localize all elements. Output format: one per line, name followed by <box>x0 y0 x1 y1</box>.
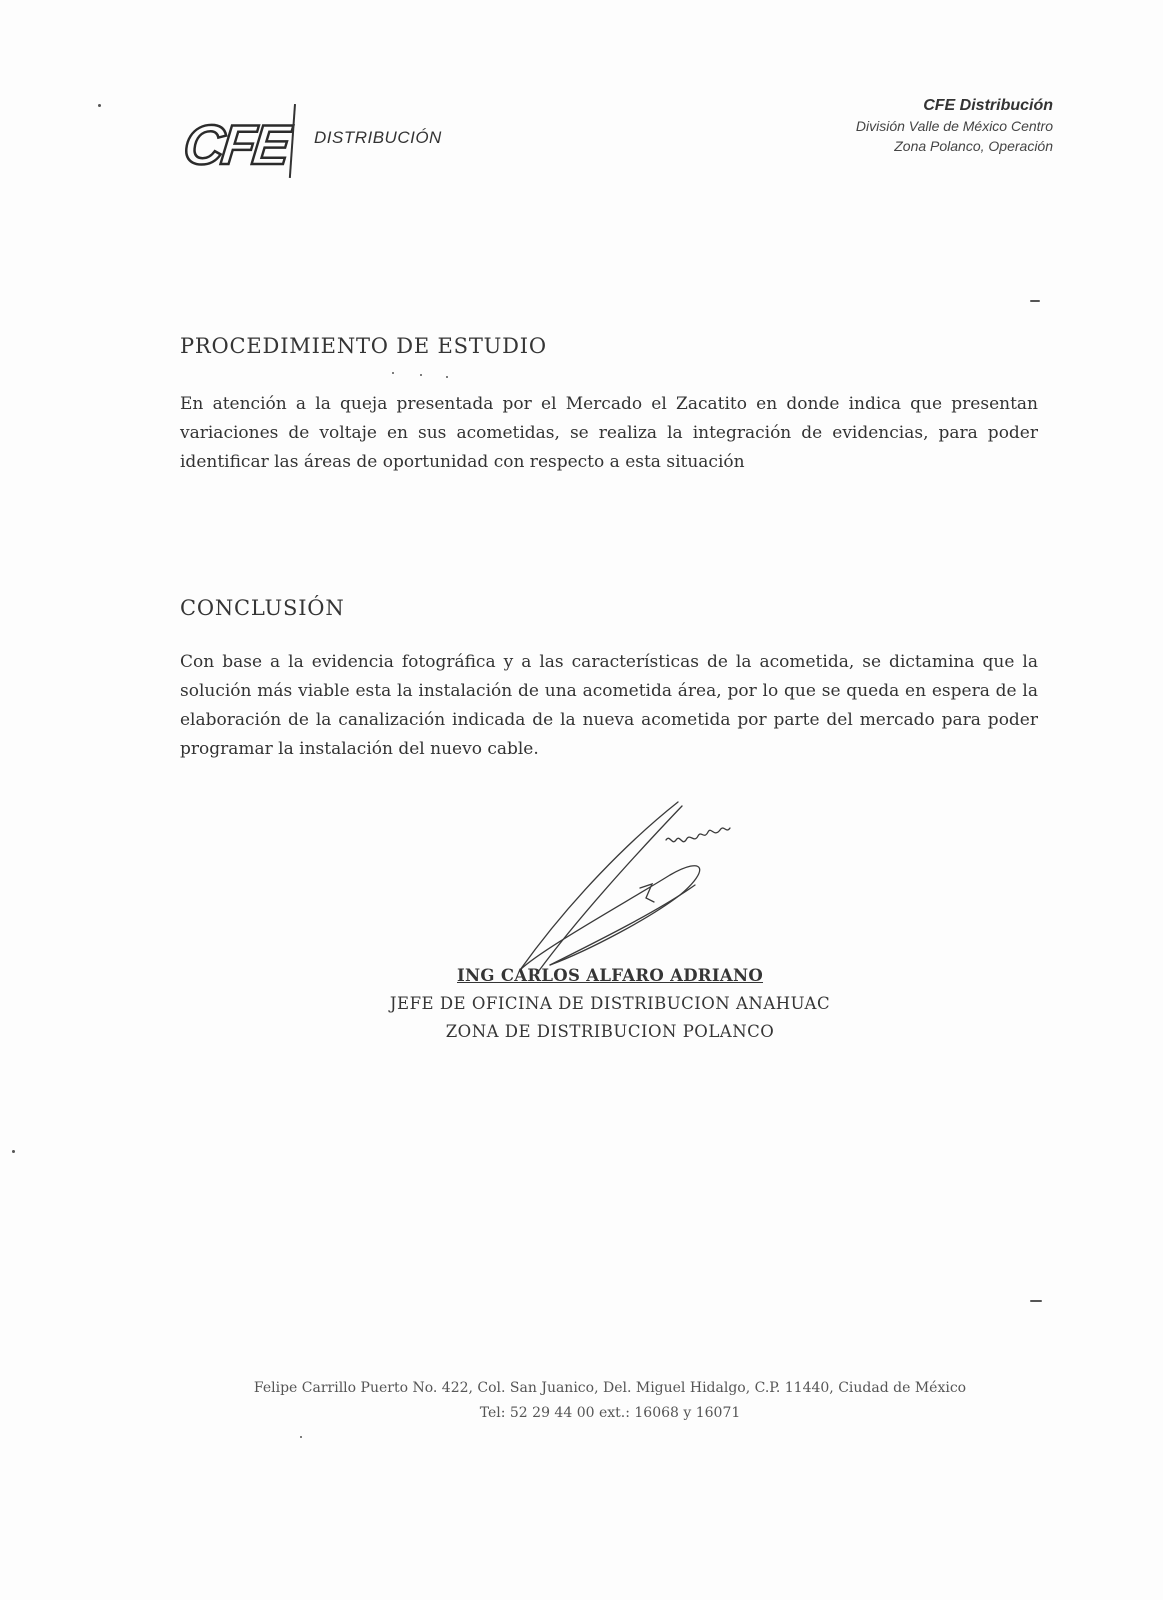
scan-speck <box>300 1436 302 1438</box>
scan-speck <box>1030 1300 1042 1302</box>
scan-speck <box>392 372 394 374</box>
footer <box>160 1376 1060 1426</box>
logo-subtitle: DISTRIBUCIÓN <box>314 128 442 147</box>
scan-speck <box>12 1150 15 1153</box>
scan-speck <box>420 374 422 376</box>
scan-speck <box>446 376 448 378</box>
signer-title: JEFE DE OFICINA DE DISTRIBUCION ANAHUAC <box>389 994 831 1013</box>
procedimiento-text: En atención a la queja presentada por el Mercado el Zacatito en donde indica que presentan variaciones de voltaje en sus acometidas, se realiza la integración de evidencias, para poder identificar las áreas de oportunidad con respecto a esta situación <box>180 394 1038 472</box>
org-zone: Zona Polanco, Operación <box>894 138 1053 154</box>
footer-address: Felipe Carrillo Puerto No. 422, Col. San Juanico, Del. Miguel Hidalgo, C.P. 11440, Ciudad de México <box>253 1380 967 1396</box>
conclusion-heading: CONCLUSIÓN <box>180 596 345 620</box>
cfe-logo-text: CFE <box>180 113 291 176</box>
cfe-logo <box>180 104 486 184</box>
scan-speck <box>98 104 101 107</box>
procedimiento-heading: PROCEDIMIENTO DE ESTUDIO <box>180 334 547 358</box>
org-division: División Valle de México Centro <box>855 118 1053 134</box>
signer-zone: ZONA DE DISTRIBUCION POLANCO <box>445 1022 775 1041</box>
signature-block <box>360 962 860 1046</box>
handwritten-signature <box>510 800 770 980</box>
scan-speck <box>1030 300 1040 302</box>
organization-block <box>856 96 1053 156</box>
org-name: CFE Distribución <box>923 97 1053 114</box>
cfe-logo-mark <box>180 113 291 176</box>
conclusion-text: Con base a la evidencia fotográfica y a las características de la acometida, se dictamina que la solución más viable esta la instalación de una acometida área, por lo que se queda en espera de la elaboración de la canalización indicada de la nueva acometida por parte del mercado para poder programar la instalación del nuevo cable. <box>180 652 1038 759</box>
footer-phone: Tel: 52 29 44 00 ext.: 16068 y 16071 <box>479 1405 741 1421</box>
signer-name: ING CARLOS ALFARO ADRIANO <box>457 966 763 985</box>
